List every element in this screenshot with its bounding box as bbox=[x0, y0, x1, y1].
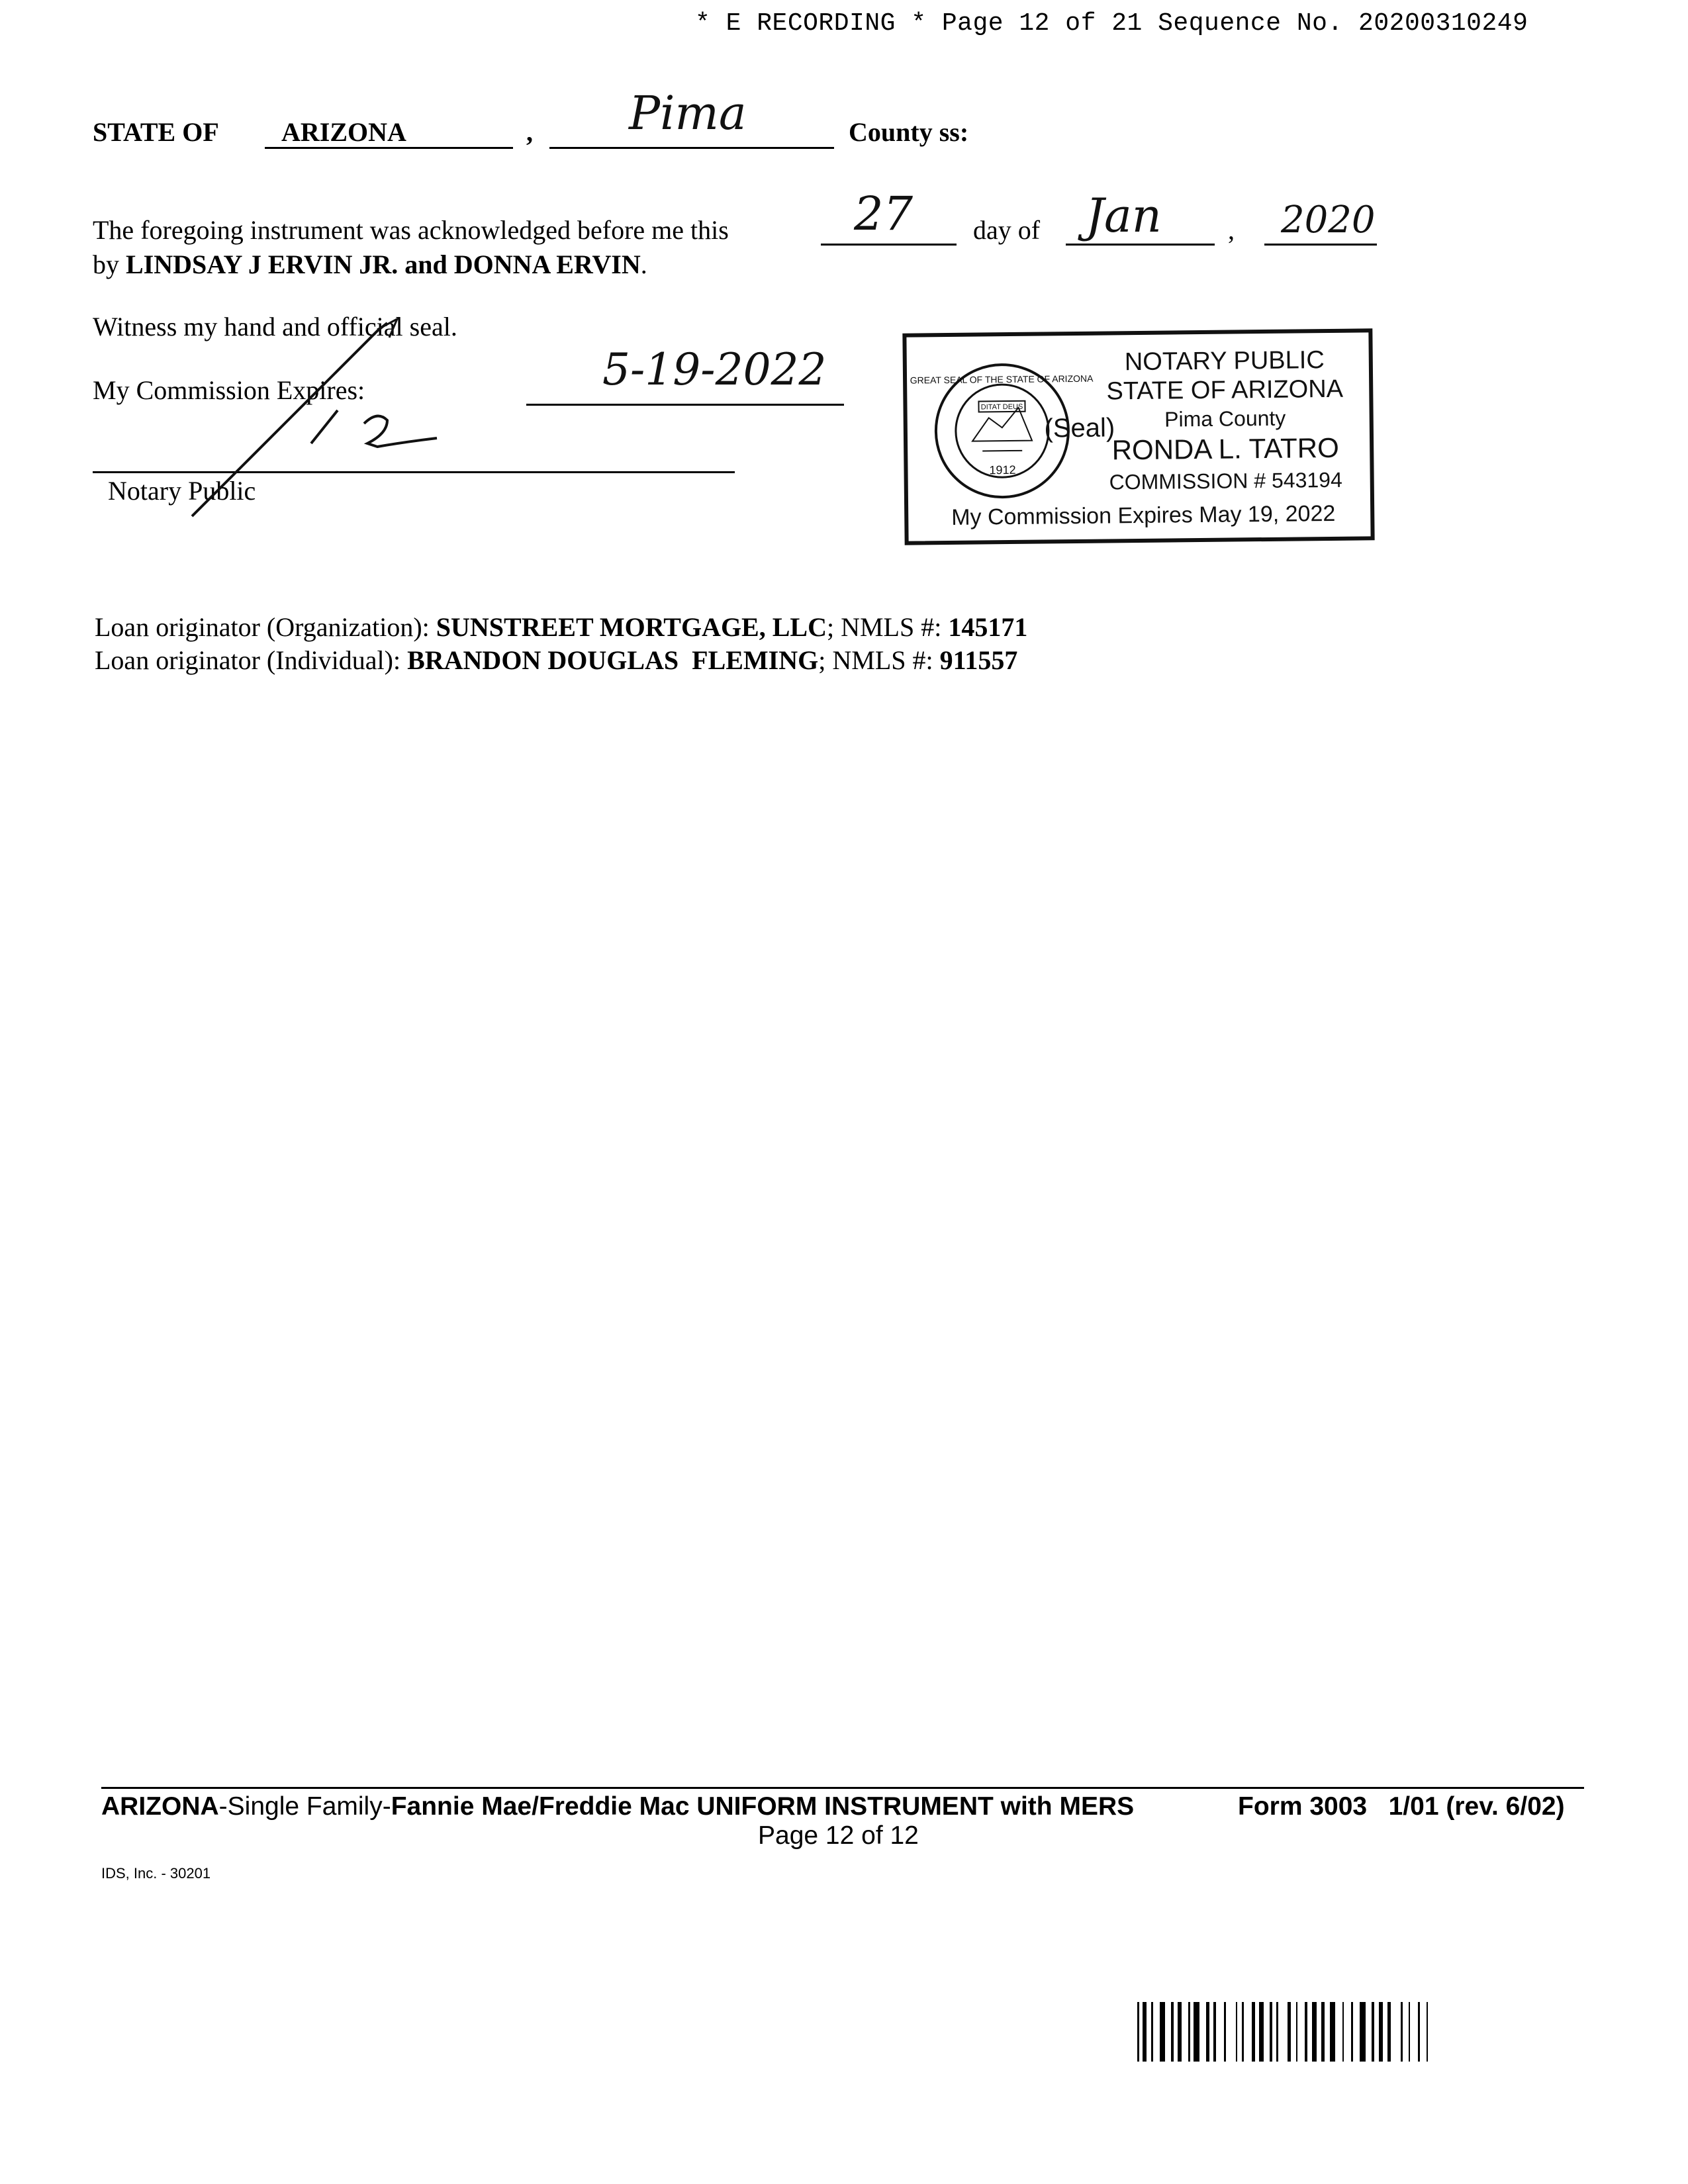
stamp-expiration: My Commission Expires May 19, 2022 bbox=[951, 500, 1336, 530]
seal-inner-text: DITAT DEUS bbox=[980, 402, 1023, 412]
barcode-bar bbox=[1321, 2002, 1325, 2062]
commission-handwritten: 5-19-2022 bbox=[602, 344, 827, 395]
notary-signature bbox=[179, 311, 457, 529]
signer-names: LINDSAY J ERVIN JR. and DONNA ERVIN bbox=[126, 250, 641, 279]
acknowledged-by-line bbox=[93, 249, 647, 280]
footer-form-number: Form 3003 1/01 (rev. 6/02) bbox=[1238, 1792, 1565, 1821]
year-underline bbox=[1264, 244, 1377, 246]
by-end-period: . bbox=[640, 250, 647, 279]
date-comma: , bbox=[1228, 215, 1235, 245]
stamp-county: Pima County bbox=[1164, 406, 1286, 432]
barcode-bar bbox=[1312, 2002, 1317, 2062]
commission-underline bbox=[526, 404, 844, 406]
notary-public-label: Notary Public bbox=[108, 476, 256, 506]
stamp-state: STATE OF ARIZONA bbox=[1106, 375, 1344, 406]
barcode-bar bbox=[1160, 2002, 1165, 2062]
barcode-bar bbox=[1296, 2002, 1297, 2062]
county-ss-label: County ss: bbox=[849, 117, 969, 147]
barcode bbox=[1137, 2002, 1585, 2062]
ind-label: Loan originator (Individual): bbox=[95, 645, 408, 675]
stamp-commission-number: COMMISSION # 543194 bbox=[1109, 467, 1342, 494]
footer-form-title bbox=[101, 1792, 1134, 1821]
day-handwritten: 27 bbox=[854, 187, 914, 241]
witness-text: Witness my hand and official seal. bbox=[93, 312, 457, 341]
ind-nmls-label: ; NMLS #: bbox=[818, 645, 940, 675]
barcode-bar bbox=[1409, 2002, 1410, 2062]
barcode-bar bbox=[1427, 2002, 1428, 2062]
barcode-bar bbox=[1171, 2002, 1174, 2062]
ind-nmls-number: 911557 bbox=[939, 645, 1018, 675]
barcode-bar bbox=[1206, 2002, 1209, 2062]
day-of-label: day of bbox=[973, 215, 1041, 245]
commission-expires-label: My Commission Expires: bbox=[93, 375, 365, 405]
barcode-bar bbox=[1330, 2002, 1335, 2062]
barcode-bar bbox=[1242, 2002, 1244, 2062]
seal-label: (Seal) bbox=[1044, 413, 1115, 443]
barcode-bar bbox=[1418, 2002, 1420, 2062]
footer-state: ARIZONA bbox=[101, 1792, 219, 1821]
barcode-bar bbox=[1360, 2002, 1366, 2062]
barcode-bar bbox=[1276, 2002, 1278, 2062]
barcode-bar bbox=[1236, 2002, 1237, 2062]
stamp-notary-name: RONDA L. TATRO bbox=[1111, 432, 1339, 466]
org-name: SUNSTREET MORTGAGE, LLC bbox=[436, 612, 827, 642]
barcode-bar bbox=[1259, 2002, 1264, 2062]
venue-comma: , bbox=[526, 117, 533, 147]
month-underline bbox=[1066, 244, 1215, 246]
barcode-bar bbox=[1252, 2002, 1255, 2062]
state-underline bbox=[265, 147, 513, 149]
barcode-bar bbox=[1387, 2002, 1391, 2062]
barcode-bar bbox=[1194, 2002, 1199, 2062]
footer-rule bbox=[101, 1787, 1584, 1789]
county-handwritten: Pima bbox=[629, 86, 747, 140]
state-value: ARIZONA bbox=[281, 117, 406, 147]
ind-name: BRANDON DOUGLAS FLEMING bbox=[407, 645, 819, 675]
barcode-bar bbox=[1288, 2002, 1291, 2062]
seal-ring-text: GREAT SEAL OF THE STATE OF ARIZONA bbox=[910, 373, 1094, 386]
barcode-bar bbox=[1342, 2002, 1344, 2062]
stamp-notary-public: NOTARY PUBLIC bbox=[1124, 346, 1325, 377]
barcode-bar bbox=[1224, 2002, 1226, 2062]
barcode-bar bbox=[1401, 2002, 1403, 2062]
year-handwritten: 2020 bbox=[1281, 199, 1376, 242]
barcode-bar bbox=[1178, 2002, 1182, 2062]
barcode-bar bbox=[1188, 2002, 1190, 2062]
barcode-bar bbox=[1151, 2002, 1153, 2062]
by-prefix: by bbox=[93, 250, 126, 279]
day-underline bbox=[821, 244, 957, 246]
barcode-bar bbox=[1213, 2002, 1216, 2062]
footer-page: Page 12 of 12 bbox=[758, 1821, 919, 1850]
loan-originator-organization bbox=[95, 612, 1027, 643]
footer-sep: -Single Family- bbox=[218, 1792, 391, 1821]
org-nmls-label: ; NMLS #: bbox=[826, 612, 949, 642]
barcode-bar bbox=[1372, 2002, 1374, 2062]
barcode-bar bbox=[1379, 2002, 1383, 2062]
barcode-bar bbox=[1270, 2002, 1272, 2062]
county-underline bbox=[549, 147, 834, 149]
notary-stamp bbox=[902, 328, 1374, 545]
seal-year: 1912 bbox=[989, 463, 1016, 477]
org-label: Loan originator (Organization): bbox=[95, 612, 436, 642]
barcode-bar bbox=[1305, 2002, 1307, 2062]
barcode-bar bbox=[1143, 2002, 1147, 2062]
state-of-label: STATE OF bbox=[93, 117, 219, 147]
org-nmls-number: 145171 bbox=[948, 612, 1028, 642]
footer-instrument: Fannie Mae/Freddie Mac UNIFORM INSTRUMENT with MERS bbox=[391, 1792, 1135, 1821]
barcode-bar bbox=[1137, 2002, 1139, 2062]
footer-ids: IDS, Inc. - 30201 bbox=[101, 1865, 211, 1882]
acknowledgment-text: The foregoing instrument was acknowledged before me this bbox=[93, 215, 729, 245]
recording-header: * E RECORDING * Page 12 of 21 Sequence No. 20200310249 bbox=[695, 9, 1528, 38]
loan-originator-individual bbox=[95, 645, 1017, 676]
barcode-bar bbox=[1351, 2002, 1353, 2062]
month-handwritten: Jan bbox=[1086, 189, 1162, 243]
